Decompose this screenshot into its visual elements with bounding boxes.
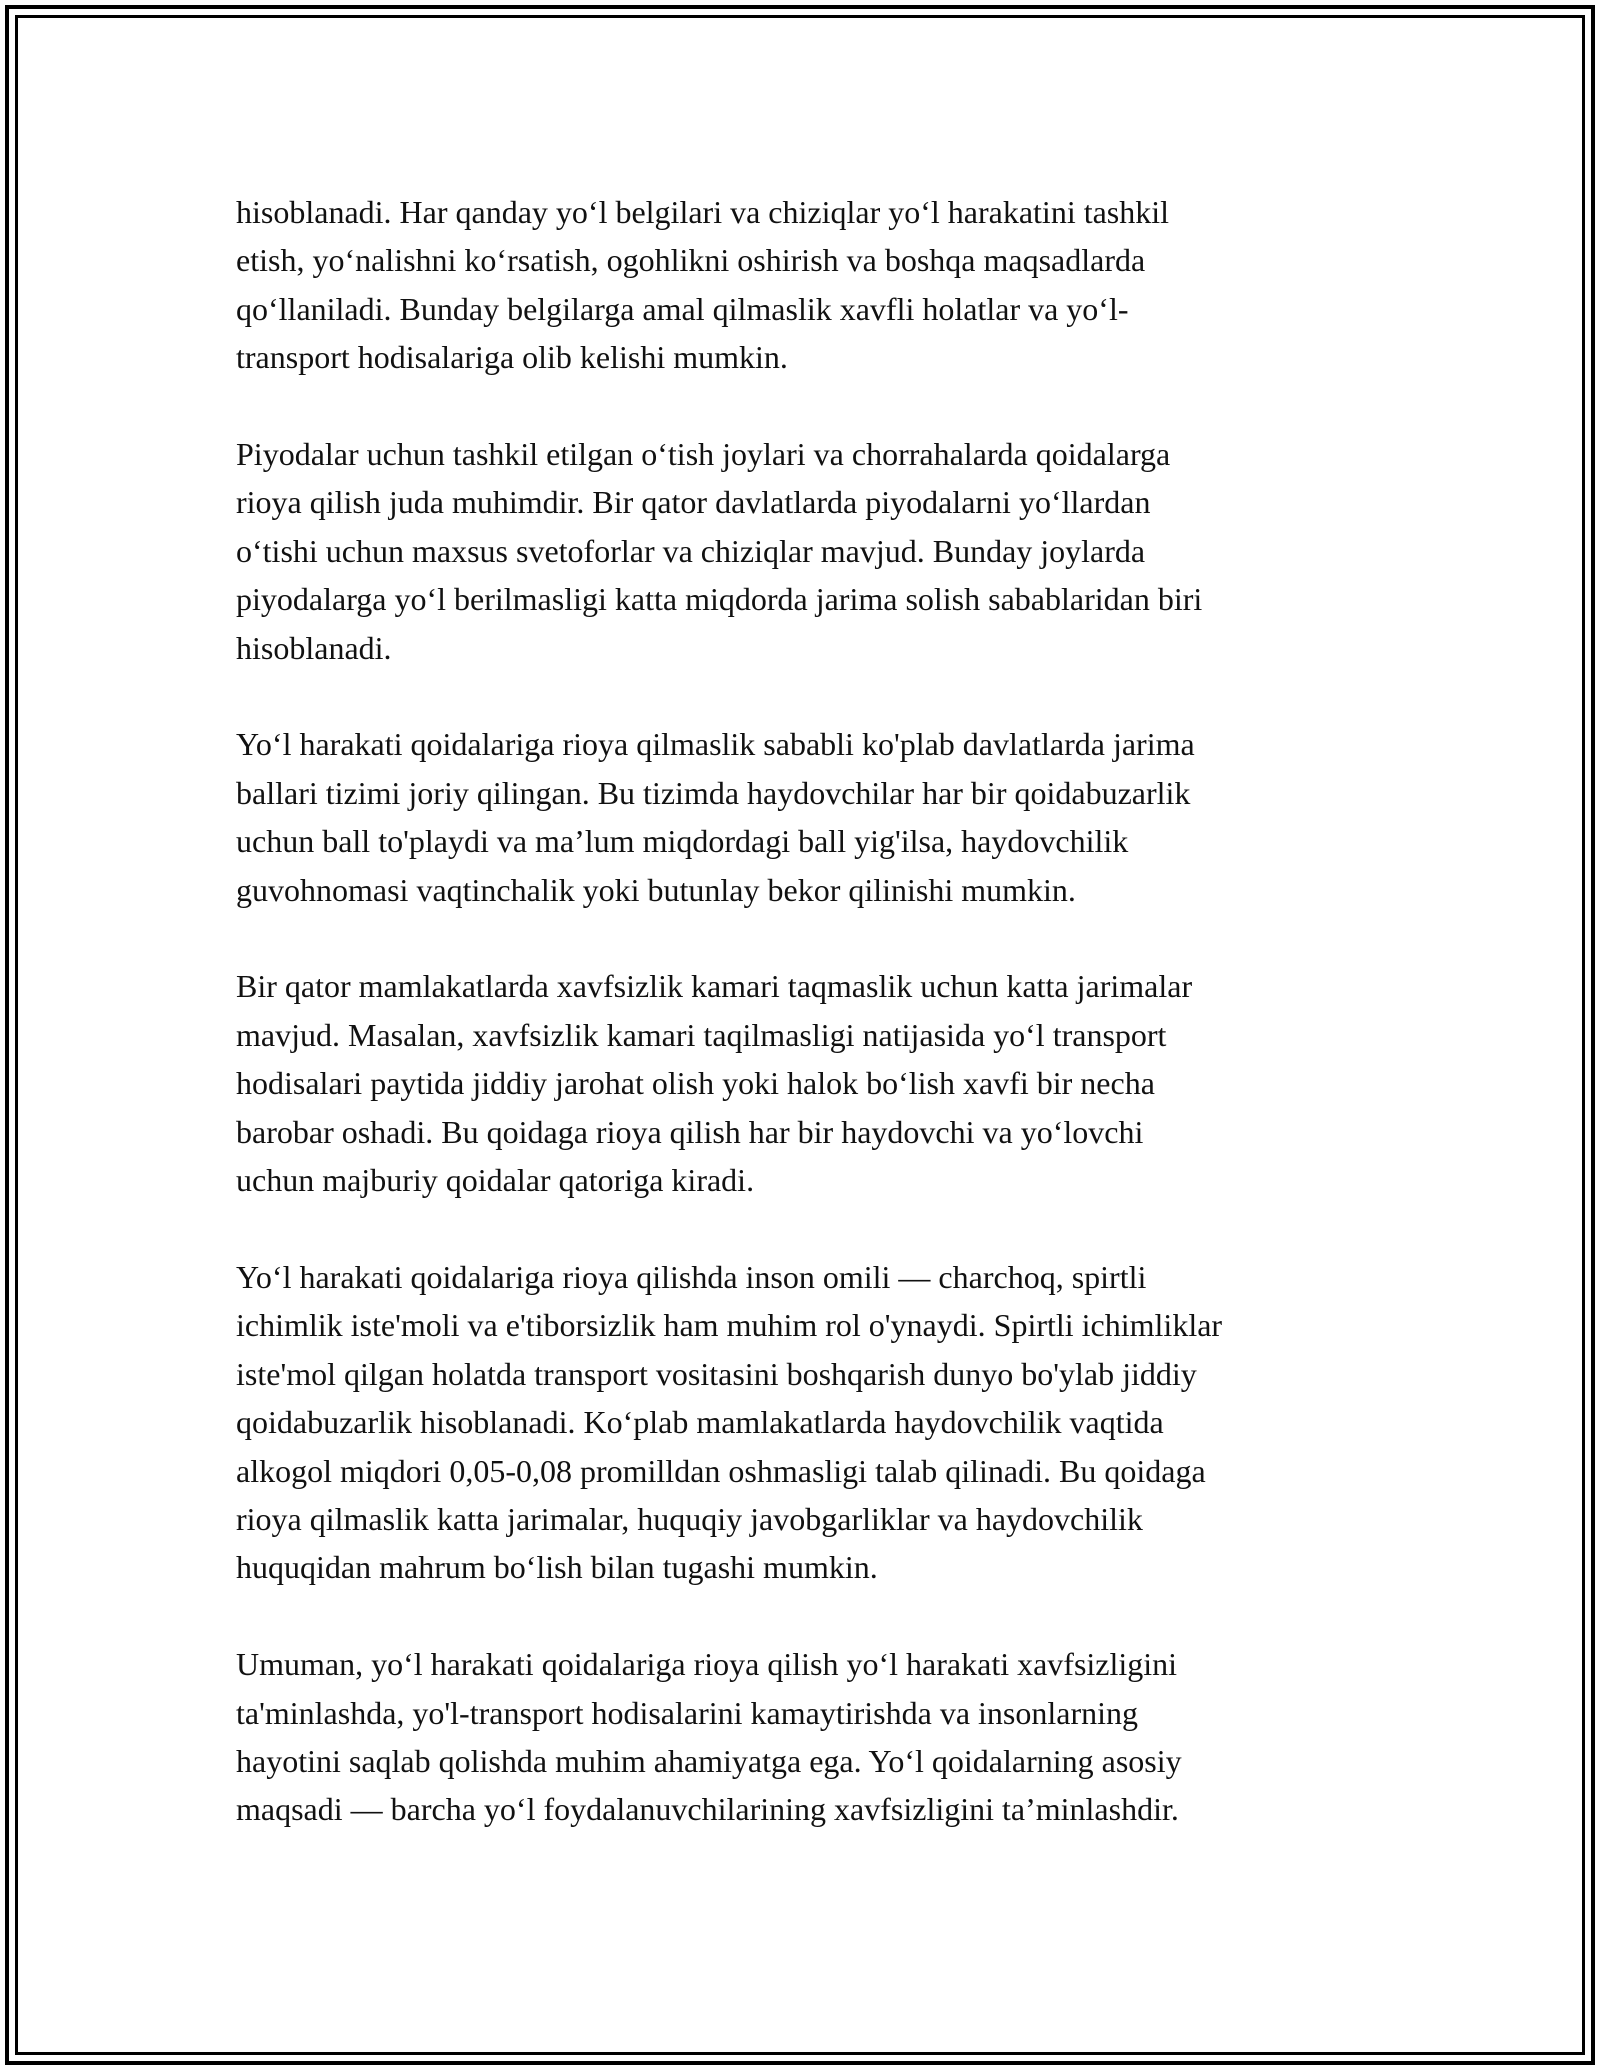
text-line: ballari tizimi joriy qilingan. Bu tizimda haydovchilar har bir qoidabuzarlik — [236, 774, 1191, 811]
text-line: hisoblanadi. — [236, 629, 392, 666]
text-line: barobar oshadi. Bu qoidaga rioya qilish har bir haydovchi va yo‘lovchi — [236, 1113, 1144, 1150]
text-line: uchun majburiy qoidalar qatoriga kiradi. — [236, 1162, 755, 1199]
text-line: Bir qator mamlakatlarda xavfsizlik kamari taqmaslik uchun katta jarimalar — [236, 968, 1193, 1005]
text-line: maqsadi — barcha yo‘l foydalanuvchilarining xavfsizligini ta’minlashdir. — [236, 1791, 1179, 1828]
paragraph-1 — [236, 188, 1386, 382]
text-line: hisoblanadi. Har qanday yo‘l belgilari va chiziqlar yo‘l harakatini tashkil — [236, 194, 1170, 230]
text-line: piyodalarga yo‘l berilmasligi katta miqdorda jarima solish sabablaridan biri — [236, 581, 1203, 618]
text-line: qo‘llaniladi. Bunday belgilarga amal qilmaslik xavfli holatlar va yo‘l- — [236, 290, 1129, 327]
text-line: uchun ball to'playdi va ma’lum miqdordagi ball yig'ilsa, haydovchilik — [236, 823, 1129, 860]
text-line: Piyodalar uchun tashkil etilgan o‘tish joylari va chorrahalarda qoidalarga — [236, 436, 1171, 473]
text-line: alkogol miqdori 0,05-0,08 promilldan oshmasligi talab qilinadi. Bu qoidaga — [236, 1452, 1206, 1489]
text-line: huquqidan mahrum bo‘lish bilan tugashi mumkin. — [236, 1549, 878, 1586]
paragraph-6 — [236, 1640, 1386, 1834]
paragraph-2 — [236, 430, 1386, 672]
text-line: transport hodisalariga olib kelishi mumkin. — [236, 339, 788, 376]
document-body — [236, 188, 1386, 1882]
text-line: Umuman, yo‘l harakati qoidalariga rioya qilish yo‘l harakati xavfsizligini — [236, 1646, 1178, 1683]
text-line: rioya qilish juda muhimdir. Bir qator davlatlarda piyodalarni yo‘llardan — [236, 484, 1151, 521]
text-line: Yo‘l harakati qoidalariga rioya qilishda inson omili — charchoq, spirtli — [236, 1258, 1147, 1295]
text-line: hodisalari paytida jiddiy jarohat olish yoki halok bo‘lish xavfi bir necha — [236, 1065, 1155, 1102]
text-line: hayotini saqlab qolishda muhim ahamiyatga ega. Yo‘l qoidalarning asosiy — [236, 1742, 1182, 1779]
text-line: Yo‘l harakati qoidalariga rioya qilmaslik sababli ko'plab davlatlarda jarima — [236, 726, 1195, 763]
text-line: ta'minlashda, yo'l-transport hodisalarini kamaytirishda va insonlarning — [236, 1694, 1138, 1731]
text-line: o‘tishi uchun maxsus svetoforlar va chiziqlar mavjud. Bunday joylarda — [236, 532, 1146, 569]
text-line: qoidabuzarlik hisoblanadi. Ko‘plab mamlakatlarda haydovchilik vaqtida — [236, 1404, 1164, 1441]
text-line: ichimlik iste'moli va e'tiborsizlik ham muhim rol o'ynaydi. Spirtli ichimliklar — [236, 1307, 1223, 1344]
text-line: rioya qilmaslik katta jarimalar, huquqiy javobgarliklar va haydovchilik — [236, 1500, 1143, 1537]
text-line: guvohnomasi vaqtinchalik yoki butunlay bekor qilinishi mumkin. — [236, 871, 1076, 908]
text-line: etish, yo‘nalishni ko‘rsatish, ogohlikni oshirish va boshqa maqsadlarda — [236, 242, 1146, 279]
text-line: iste'mol qilgan holatda transport vositasini boshqarish dunyo bo'ylab jiddiy — [236, 1355, 1197, 1392]
paragraph-5 — [236, 1253, 1386, 1592]
paragraph-3 — [236, 720, 1386, 914]
text-line: mavjud. Masalan, xavfsizlik kamari taqilmasligi natijasida yo‘l transport — [236, 1016, 1167, 1053]
paragraph-4 — [236, 962, 1386, 1204]
